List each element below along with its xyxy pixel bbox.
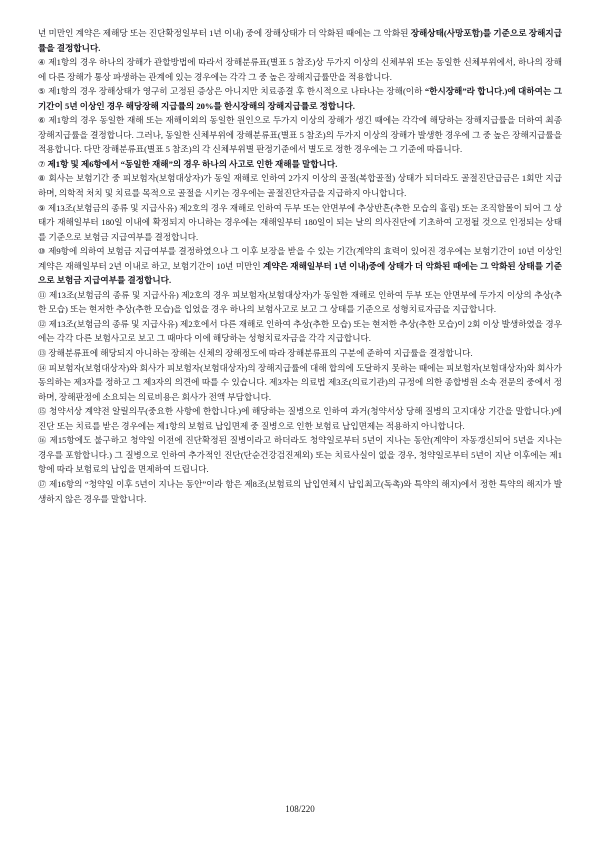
paragraph-text: 제15항에도 불구하고 청약일 이전에 진단확정된 질병이라고 하더라도 청약일로부터 5년이 지나는 동안(계약이 자동갱신되어 5년을 지나는 경우를 포함합니다.) 그 질병으로 인하여 추가적인 진단(단순건강검진제외) 또는 치료사실이 없을 경우, 청약일로부터 5년이 지난 이후에는 제1항에 따라 보험료의 납입을 면제하여 드립니다. [38, 435, 562, 475]
paragraph [38, 317, 562, 346]
paragraph-text-emphasis: 제1항 및 제6항에서 “동일한 재해”의 경우 하나의 사고로 인한 재해를 말합니다. [47, 158, 338, 169]
paragraph [38, 288, 562, 317]
paragraph [38, 113, 562, 157]
paragraph-marker: ⑩ [38, 246, 46, 257]
paragraph [38, 433, 562, 477]
paragraph-marker: ⑯ [38, 435, 47, 446]
paragraph-marker: ⑧ [38, 173, 46, 184]
paragraph-text-emphasis: 장해상태(사망포함)를 기준으로 장해지급률을 결정합니다. [38, 28, 562, 53]
paragraph [38, 477, 562, 506]
paragraph-text: 회사는 보험기간 중 피보험자(보험대상자)가 동일 재해로 인하여 2가지 이상의 골절(복합골절) 상태가 되더라도 골절진단급금은 1회만 지급하며, 의학적 처치 및 치료를 목적으로 골절을 시키는 경우에는 골절진단자금을 지급하지 아니합니다. [38, 173, 562, 199]
paragraph-marker: ④ [38, 57, 46, 68]
paragraph [38, 404, 562, 433]
paragraph-text: 제13조(보험금의 종류 및 지급사유) 제2호의 경우 재해로 인하여 두부 또는 안면부에 추상반흔(추한 모습의 흘림) 또는 조직함몰이 되어 그 상태가 재해일부터 180일 이내에 확정되지 아니하는 경우에는 재해일부터 180일이 되는 날의 의사진단에 기초하여 고정될 것으로 인정되는 상태를 기준으로 보험금 지급여부를 결정합니다. [38, 202, 563, 242]
paragraph-text-emphasis: 계약은 재해일부터 1년 이내)중에 상태가 더 악화된 때에는 그 악화된 상태를 기준으로 보험금 지급여부를 결정합니다. [38, 260, 562, 286]
paragraph-text-emphasis: “한시장해”라 합니다.)에 대하여는 그 기간이 5년 이상인 경우 해당장해 지급률의 20%를 한시장해의 장해지급률로 정합니다. [38, 86, 562, 111]
paragraph [38, 157, 562, 172]
paragraph [38, 244, 562, 288]
paragraph-marker: ⑨ [38, 202, 46, 213]
paragraph [38, 201, 562, 245]
paragraph [38, 26, 562, 55]
paragraph [38, 171, 562, 200]
paragraph-text: 제13조(보험금의 종류 및 지급사유) 제2호의 경우 피보험자(보험대상자)가 동일한 재해로 인하여 두부 또는 안면부에 두가지 이상의 추상(추한 모습) 또는 현저한 추상(추한 모습)을 입었을 경우 하나의 보험사고로 보고 그 상태를 기준으로 성형치료자금을 지급합니다. [38, 289, 562, 315]
paragraph [38, 361, 562, 405]
paragraph-marker: ⑫ [38, 318, 47, 329]
paragraph-text: 제1항의 경우 하나의 장해가 관할방법에 따라서 장해분류표(별표 5 참조)상 두가지 이상의 신체부위 또는 동일한 신체부위에서, 하나의 장해에 다른 장해가 통상 파생하는 관계에 있는 경우에는 각각 그 중 높은 장해지급률만을 적용합니다. [38, 57, 562, 82]
paragraph [38, 55, 562, 84]
paragraph-text: 제16항의 “청약일 이후 5년이 지나는 동안”이라 함은 제8조(보험료의 납입연체시 납입최고(독촉)와 특약의 해지)에서 정한 특약의 해지가 발생하지 않은 경우를 말합니다. [38, 478, 562, 504]
paragraph-marker: ⑮ [38, 406, 47, 417]
paragraph-marker: ⑪ [38, 289, 47, 300]
paragraph-text: 제13조(보험금의 종류 및 지급사유) 제2호에서 다른 재해로 인하여 추상(추한 모습) 또는 현저한 추상(추한 모습)이 2회 이상 발생하였을 경우에는 각각 다른 보험사고로 보고 그 때마다 이에 해당하는 성형치료자금을 각각 지급합니다. [38, 318, 562, 344]
page-body-text [38, 26, 562, 506]
paragraph-marker: ⑬ [38, 348, 47, 359]
page-number: 108/220 [285, 804, 315, 814]
paragraph-text: 피보험자(보험대상자)와 회사가 피보험자(보험대상자)의 장해지급률에 대해 합의에 도달하지 못하는 때에는 피보험자(보험대상자)와 회사가 동의하는 제3자를 정하고 그 제3자의 의견에 따를 수 있습니다. 제3자는 의료법 제3조(의료기관)의 규정에 의한 종합병원 소속 전문의 중에서 정하며, 장해판정에 소요되는 의료비용은 회사가 전액 부담합니다. [38, 362, 562, 402]
paragraph-text: 제1항의 경우 장해상태가 영구히 고정된 증상은 아니지만 치료종결 후 한시적으로 나타나는 장해(이하 [45, 86, 425, 97]
paragraph [38, 346, 562, 361]
paragraph-marker: ⑦ [38, 158, 46, 169]
paragraph-text: 제1항의 경우 동일한 재해 또는 재해이외의 동일한 원인으로 두가지 이상의 장해가 생긴 때에는 각각에 해당하는 장해지급률을 더하여 최종 장해지급률을 결정합니다. 그러나, 동일한 신체부위에 장해분류표(별표 5 참조)의 두가지 이상의 장해가 발생한 경우에 그 중 높은 장해지급률을 적용합니다. 다만 장해분류표(별표 5 참조)의 각 신체부위별 판정기준에서 별도로 정한 경우에는 그 기준에 따릅니다. [38, 115, 563, 155]
paragraph-text: 청약서상 계약전 알릴의무(중요한 사항에 한합니다.)에 해당하는 질병으로 인하여 과거(청약서상 당해 질병의 고지대상 기간을 말합니다.)에 진단 또는 치료를 받은 경우에는 제1항의 보험료 납입면제 중 질병으로 인한 보험료 납입면제는 적용하지 아니합니다. [38, 406, 562, 431]
paragraph-marker: ⑤ [38, 86, 46, 97]
paragraph-text: 제9항에 의하여 보험금 지급여부를 결정하였으나 그 이후 보장을 받을 수 있는 기간(계약의 효력이 있어진 경우에는 보험기간이 10년 이상인 계약은 재해일부터 2년 이내로 하고, 보험기간이 10년 미만인 [38, 246, 562, 271]
paragraph-text: 년 미만인 계약은 제해당 또는 진단확정일부터 1년 이내) 중에 장해상태가 더 악화된 때에는 그 악화된 [38, 28, 411, 38]
paragraph-marker: ⑥ [38, 115, 46, 126]
paragraph-marker: ⑭ [38, 362, 47, 373]
paragraph [38, 84, 562, 113]
paragraph-marker: ⑰ [38, 478, 47, 489]
paragraph-text: 장해분류표에 해당되지 아니하는 장해는 신체의 장해정도에 따라 장해분류표의 구분에 준하여 지급률을 결정합니다. [46, 348, 473, 359]
